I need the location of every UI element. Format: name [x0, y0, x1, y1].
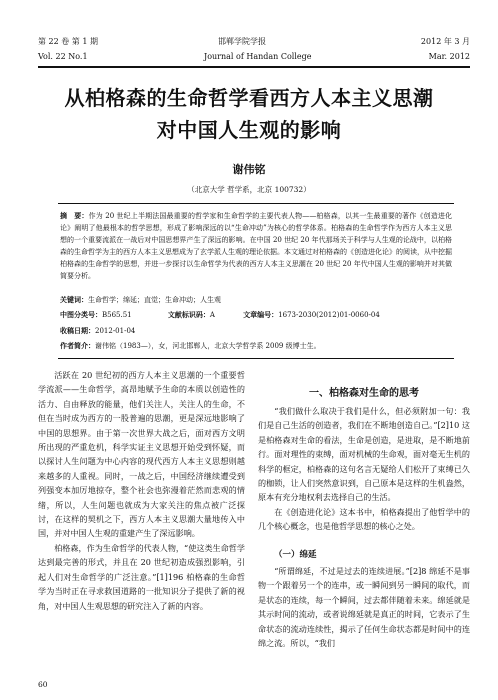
section-heading: 一、柏格森对生命的思考 — [309, 388, 419, 399]
paper-title-line1: 从柏格森的生命哲学看西方人本主义思潮 — [64, 86, 434, 110]
abstract — [60, 210, 452, 282]
page-number: 60 — [38, 680, 48, 689]
keywords-text: 生命哲学；绵延；直觉；生命冲动；人生观 — [88, 296, 221, 304]
abstract-bottom-rule — [58, 358, 454, 359]
journal-name-en: Journal of Handan College — [204, 52, 312, 61]
keywords-label: 关键词： — [60, 295, 88, 304]
received-value: 2012-01-04 — [95, 327, 136, 335]
journal-volume-cn: 第 22 卷 第 1 期 — [38, 37, 98, 46]
journal-volume-en: Vol. 22 No.1 — [38, 52, 88, 61]
body-paragraph: “所谓绵延，不过是过去的连续进展。”[2]8 绵延不是事物一个跟着另一个的连串，或一瞬间到另一瞬间的取代，而是状态的连续，每一个瞬间，过去都伴随着未来。绵延就是其示时间的流动，或者说绵延就是真正的时间，它表示了生命状态的流动连续性，揭示了任何生命状态都是时间中的连绵之流。所以，“我们 — [258, 566, 470, 649]
author-name: 谢伟铭 — [232, 163, 266, 176]
left-column — [38, 368, 245, 613]
abstract-text: 作为 20 世纪上半期法国最重要的哲学家和生命哲学的主要代表人物——柏格森，以其一生最重要的著作《创造进化论》阐明了他最根本的哲学思想，形成了影响深远的以“生命冲动”为核心的哲学体系。柏格森的生命哲学作为西方人本主义思想的一个重要流派在一战后对中国思想界产生了深远的影响。在中国 20 世纪 20 年代那场关于科学与人生观的论战中，以柏格森的生命哲学为主的西方人本主义思想成为了玄学派人生观的理论依据。本文通过对柏格森的《创造进化论》的阅读，从中挖掘柏格森的生命哲学的思想，并进一步探讨以生命哲学为代表的西方人本主义思潮在 20 世纪 20 年代中国人生观的影响并对其做简要分析。 — [60, 212, 452, 280]
journal-name-cn: 邯郸学院学报 — [218, 37, 266, 46]
clc-value: B565.51 — [102, 311, 132, 319]
author-affiliation: （北京大学 哲学系，北京 100732） — [187, 185, 311, 194]
issue-date-en: Mar. 2012 — [428, 52, 470, 61]
doc-code-value: A — [209, 311, 215, 319]
article-number-value: 1673-2030(2012)01-0060-04 — [278, 311, 380, 319]
author-bio — [60, 340, 460, 352]
keywords — [60, 294, 460, 306]
paper-title-line2: 对中国人生观的影响 — [156, 118, 342, 142]
body-paragraph: “我们做什么取决于我们是什么，但必须附加一句：我们是自己生活的创造者，我们在不断地创造自己。”[2]10 这是柏格森对生命的看法，生命是创造，是进取，是不断地前行。面对理性的束缚，面对机械的生命观，面对毫无生机的科学的框定，柏格森的这句名言无疑给人们松开了束缚已久的枷锁，让人们突然意识到，自己原本是这样的生机盎然，原本有充分地权利去选择自己的生活。 — [258, 406, 470, 503]
issue-date-cn: 2012 年 3 月 — [420, 37, 470, 46]
body-paragraph: 活跃在 20 世纪初的西方人本主义思潮的一个重要哲学流派——生命哲学，高昂地赋予生命的本质以创造性的活力、自由释放的能量，他们关注人，关注人的生命，不但在当时成为西方的一股普遍的思潮，更是深远地影响了中国的思想界。由于第一次世界大战之后，面对西方文明所出现的严重危机，科学实证主义思想开始受到怀疑，而以探讨人生问题为中心内容的现代西方人本主义思想则越来越多的人重视。同时，一战之后，中国经济继续遭受到列强变本加厉地掠夺，整个社会也弥漫着茫然而悲观的情绪，所以，人生问题也就成为大家关注的焦点被广泛探讨，在这样的契机之下，西方人本主义思潮大量地传入中国，并对中国人生观的重建产生了深远影响。 — [38, 370, 245, 539]
received-label: 收稿日期： — [60, 326, 95, 335]
article-number-label: 文章编号： — [243, 310, 279, 319]
received-date — [60, 325, 460, 337]
author-bio-label: 作者简介： — [60, 341, 95, 350]
clc-label: 中图分类号： — [60, 310, 102, 319]
author-bio-text: 谢伟铭（1983—），女，河北邯郸人，北京大学哲学系 2009 级博士生。 — [95, 342, 321, 350]
header-rule — [38, 66, 470, 68]
body-paragraph: 柏格森，作为生命哲学的代表人物，“使这类生命哲学达到最完善的形式，并且在 20 世纪初造成强烈影响，引起人们对生命哲学的广泛注意。”[1]196 柏格森的生命哲学为当时正在寻求救国道路的一批知识分子提供了新的视角，对中国人生观思想的研究注入了新的内容。 — [38, 542, 245, 611]
body-paragraph: 在《创造进化论》这本书中，柏格森提出了他哲学中的几个核心概念，也是他哲学思想的核心之处。 — [258, 506, 470, 532]
right-column-lower — [258, 564, 470, 650]
classification — [60, 309, 460, 321]
subsection-heading: （一）绵延 — [274, 550, 317, 560]
right-column-upper — [258, 404, 470, 534]
abstract-label: 摘 要： — [60, 211, 89, 220]
abstract-top-rule — [58, 203, 454, 204]
doc-code-label: 文献标识码： — [167, 310, 210, 319]
